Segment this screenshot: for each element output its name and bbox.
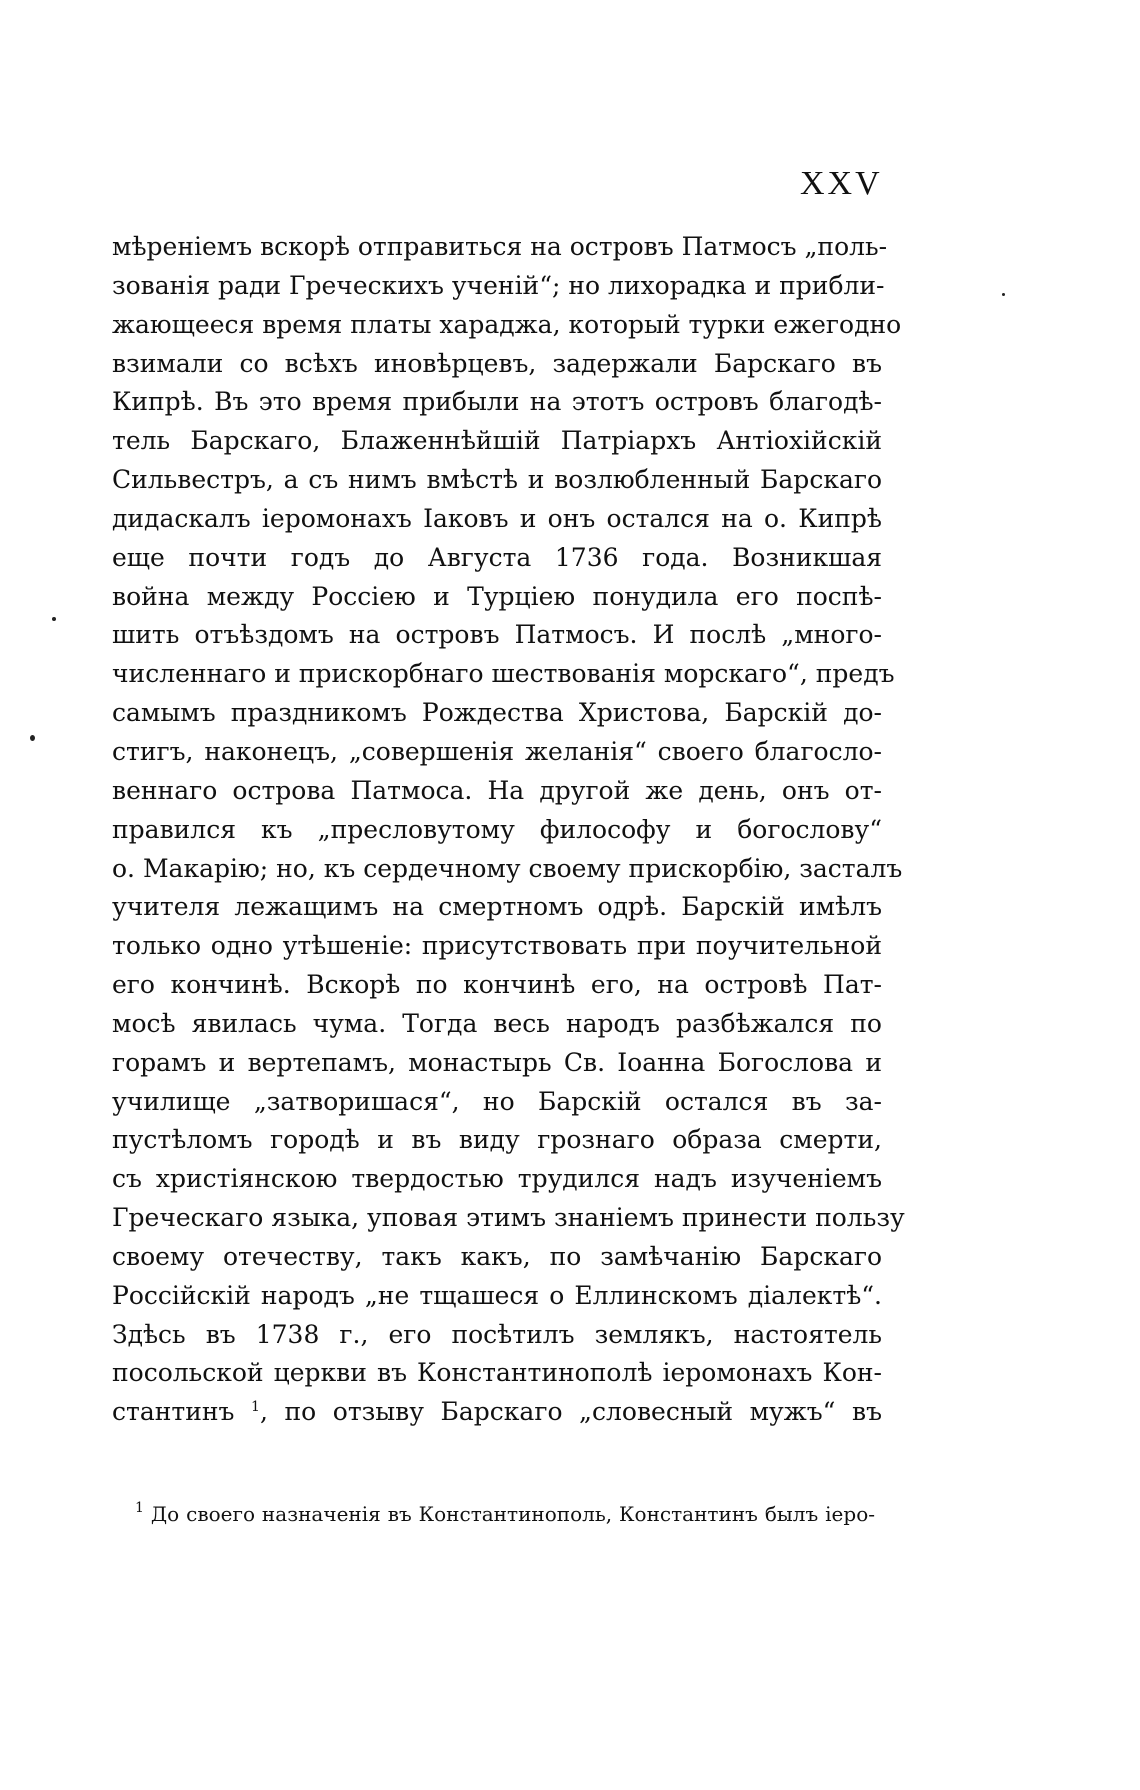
text-line: зованія ради Греческихъ ученій“; но лихорадка и прибли-: [112, 270, 885, 300]
text-line: Здѣсь въ 1738 г., его посѣтилъ землякъ, настоятель: [112, 1319, 882, 1349]
text-line: Кипрѣ. Въ это время прибыли на этотъ островъ благодѣ-: [112, 387, 882, 417]
text-line: горамъ и вертепамъ, монастырь Св. Іоанна Богослова и: [112, 1047, 882, 1077]
text-line: дидаскалъ іеромонахъ Іаковъ и онъ остался на о. Кипрѣ: [112, 503, 882, 533]
text-line: тель Барскаго, Блаженнѣйшій Патріархъ Антіохійскій: [112, 426, 882, 456]
scan-speck: [52, 617, 56, 621]
text-line: стигъ, наконецъ, „совершенія желанія“ своего благосло-: [112, 736, 882, 766]
text-line: взимали со всѣхъ иновѣрцевъ, задержали Барскаго въ: [112, 348, 882, 378]
text-segment: , по отзыву Барскаго „словесный мужъ“ въ: [259, 1397, 882, 1427]
text-line: веннаго острова Патмоса. На другой же день, онъ от-: [112, 775, 882, 805]
text-line: Сильвестръ, а съ нимъ вмѣстѣ и возлюбленный Барскаго: [112, 465, 882, 495]
text-line: еще почти годъ до Августа 1736 года. Возникшая: [112, 542, 882, 572]
text-line: только одно утѣшеніе: присутствовать при поучительной: [112, 931, 882, 961]
text-line: Греческаго языка, уповая этимъ знаніемъ принести пользу: [112, 1203, 905, 1233]
scan-speck: [30, 735, 35, 741]
text-segment: стантинъ: [112, 1397, 235, 1427]
text-line: самымъ праздникомъ Рождества Христова, Барскій до-: [112, 698, 882, 728]
page-number: XXV: [800, 165, 883, 202]
text-line: шить отъѣздомъ на островъ Патмосъ. И послѣ „много-: [112, 620, 882, 650]
footnote-reference: 1: [251, 1399, 260, 1416]
text-line: мосѣ явилась чума. Тогда весь народъ разбѣжался по: [112, 1008, 882, 1038]
text-line: [112, 1393, 882, 1432]
text-line: численнаго и прискорбнаго шествованія морскаго“, предъ: [112, 659, 895, 689]
text-line: своему отечеству, такъ какъ, по замѣчанію Барскаго: [112, 1241, 882, 1271]
text-line: его кончинѣ. Вскорѣ по кончинѣ его, на островѣ Пат-: [112, 970, 882, 1000]
text-line: съ христіянскою твердостью трудился надъ изученіемъ: [112, 1164, 882, 1194]
footnote-marker: 1: [135, 1500, 144, 1516]
text-line: жающееся время платы хараджа, который турки ежегодно: [112, 309, 902, 339]
text-line: учителя лежащимъ на смертномъ одрѣ. Барскій имѣлъ: [112, 892, 882, 922]
text-line: училище „затворишася“, но Барскій остался въ за-: [112, 1086, 882, 1116]
text-line: посольской церкви въ Константинополѣ іеромонахъ Кон-: [112, 1358, 882, 1388]
scan-speck: [1002, 293, 1005, 296]
text-line: война между Россіею и Турціею понудила его поспѣ-: [112, 581, 882, 611]
text-line: о. Макарію; но, къ сердечному своему прискорбію, засталъ: [112, 853, 903, 883]
text-line: мѣреніемъ вскорѣ отправиться на островъ Патмосъ „поль-: [112, 232, 888, 261]
text-line: Россійскій народъ „не тщашеся о Еллинскомъ діалектѣ“.: [112, 1280, 882, 1310]
body-text: [112, 228, 905, 1432]
footnote: [135, 1500, 875, 1528]
text-line: пустѣломъ городѣ и въ виду грознаго образа смерти,: [112, 1125, 882, 1155]
text-line: правился къ „пресловутому философу и богослову“: [112, 814, 882, 844]
footnote-text: До своего назначенія въ Константинополь, Константинъ былъ іеро-: [150, 1502, 875, 1526]
